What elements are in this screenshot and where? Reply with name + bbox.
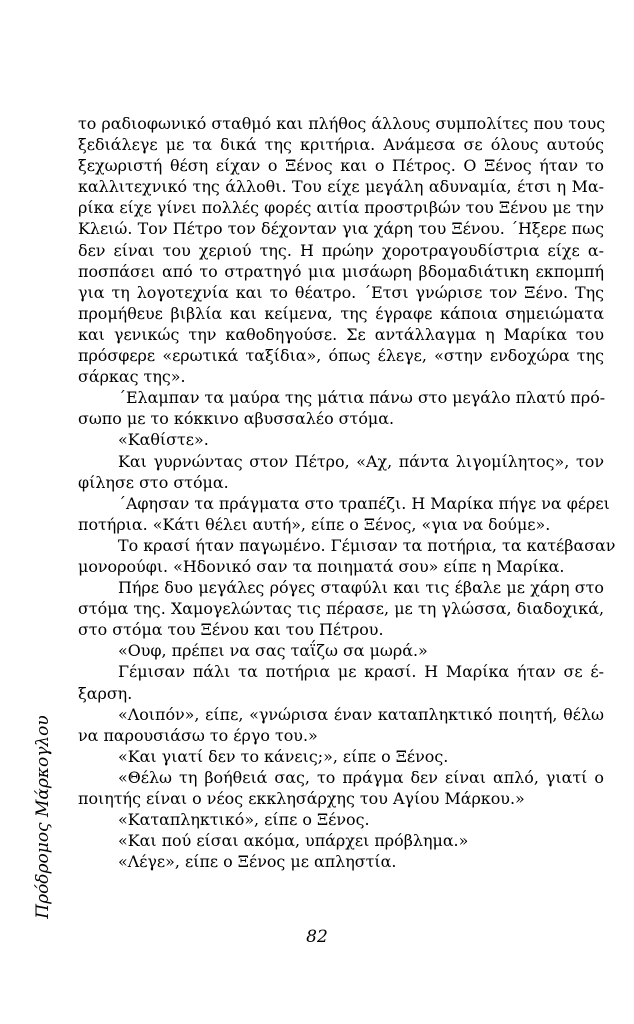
text-line: ρίκα είχε γίνει πολλές φορές αιτία προστριβών του Ξένου με την	[78, 198, 604, 218]
text-line: μονορούφι. «Ηδονικό σαν τα ποιηματά σου» είπε η Μαρίκα.	[78, 556, 565, 576]
text-line: σωπο με το κόκκινο αβυσσαλέο στόμα.	[78, 409, 394, 429]
paragraph-first-line: «Και πού είσαι ακόμα, υπάρχει πρόβλημα.»	[118, 831, 469, 851]
page-number: 82	[306, 927, 328, 947]
paragraph-first-line: «Ουφ, πρέπει να σας ταΐζω σα μωρά.»	[118, 641, 428, 661]
text-line: και γενικώς την καθοδηγούσε. Σε αντάλλαγμα η Μαρίκα του	[78, 324, 604, 344]
text-line: πρόσφερε «ερωτικά ταξίδια», όπως έλεγε, «στην ενδοχώρα της	[78, 346, 604, 366]
text-line: δεν είναι του χεριού της. Η πρώην χοροτραγουδίστρια είχε α-	[78, 240, 604, 260]
text-line: στο στόμα του Ξένου και του Πέτρου.	[78, 620, 384, 640]
text-line: καλλιτεχνικό της άλλοθι. Του είχε μεγάλη αδυναμία, έτσι η Μα-	[78, 177, 604, 197]
paragraph-first-line: «Και γιατί δεν το κάνεις;», είπε ο Ξένος.	[118, 746, 449, 766]
text-line: ποτήρια. «Κάτι θέλει αυτή», είπε ο Ξένος, «για να δούμε».	[78, 514, 551, 534]
paragraph-first-line: ΄Ελαμπαν τα μαύρα της μάτια πάνω στο μεγάλο πλατύ πρό-	[118, 388, 606, 408]
paragraph-first-line: «Καθίστε».	[118, 430, 209, 450]
text-line: προμήθευε βιβλία και κείμενα, της έγραφε κάποια σημειώματα	[78, 303, 604, 323]
text-line: Κλειώ. Τον Πέτρο τον δέχονταν για χάρη του Ξένου. ΄Ηξερε πως	[78, 219, 604, 239]
paragraph-first-line: «Θέλω τη βοήθειά σας, το πράγμα δεν είναι απλό, γιατί ο	[118, 767, 604, 787]
text-line: ξεχωριστή θέση είχαν ο Ξένος και ο Πέτρος. Ο Ξένος ήταν το	[78, 156, 604, 176]
paragraph-first-line: Γέμισαν πάλι τα ποτήρια με κρασί. Η Μαρίκα ήταν σε έ-	[118, 662, 604, 682]
text-line: για τη λογοτεχνία και το θέατρο. ΄Ετσι γνώρισε τον Ξένο. Της	[78, 282, 604, 302]
running-head-author: Πρόδρομος Μάρκογλου	[33, 715, 53, 919]
text-line: φίλησε στο στόμα.	[78, 472, 229, 492]
paragraph-first-line: «Λοιπόν», είπε, «γνώρισα έναν καταπληκτικό ποιητή, θέλω	[118, 704, 604, 724]
text-line: ποιητής είναι ο νέος εκκλησάρχης του Αγίου Μάρκου.»	[78, 789, 525, 808]
text-line: στόμα της. Χαμογελώντας τις πέρασε, με τη γλώσσα, διαδοχικά,	[78, 599, 604, 619]
text-line: το ραδιοφωνικό σταθμό και πλήθος άλλους συμπολίτες που τους	[78, 114, 606, 133]
body-text	[78, 113, 616, 872]
text-line: ξεδιάλεγε με τα δικά της κριτήρια. Ανάμεσα σε όλους αυτούς	[78, 135, 604, 155]
text-line: να παρουσιάσω το έργο του.»	[78, 725, 318, 745]
paragraph-first-line: Πήρε δυο μεγάλες ρόγες σταφύλι και τις έβαλε με χάρη στο	[118, 578, 604, 598]
paragraph-first-line: Το κρασί ήταν παγωμένο. Γέμισαν τα ποτήρια, τα κατέβασαν	[118, 535, 616, 555]
paragraph-first-line: «Καταπληκτικό», είπε ο Ξένος.	[118, 810, 370, 830]
text-line: ποσπάσει από το στρατηγό μια μισάωρη βδομαδιάτικη εκπομπή	[78, 261, 604, 281]
paragraph-first-line: Και γυρνώντας στον Πέτρο, «Αχ, πάντα λιγομίλητος», τον	[118, 451, 604, 471]
text-line: σάρκας της».	[78, 367, 186, 387]
paragraph-first-line: ΄Αφησαν τα πράγματα στο τραπέζι. Η Μαρίκα πήγε να φέρει	[118, 493, 610, 513]
paragraph-first-line: «Λέγε», είπε ο Ξένος με απληστία.	[118, 852, 397, 872]
text-line: ξαρση.	[78, 683, 133, 703]
